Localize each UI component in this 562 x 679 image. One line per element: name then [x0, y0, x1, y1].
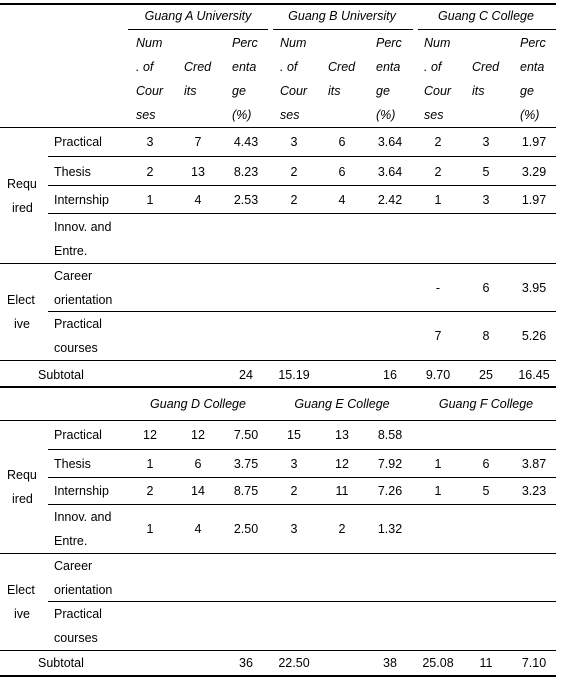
row-label: courses — [54, 631, 98, 645]
col-header-cred: Cred — [328, 60, 356, 74]
subtotal-cell: 25.08 — [422, 656, 454, 670]
table-cell: 5.26 — [521, 329, 547, 343]
subtotal-cell: 25 — [479, 368, 493, 382]
row-label: Career — [54, 559, 93, 573]
table-cell: 3.23 — [521, 484, 547, 498]
institution-header: Guang B University — [288, 9, 396, 23]
col-header-num: Num — [424, 36, 451, 50]
table-cell: 4 — [194, 522, 202, 536]
table-cell: 1 — [146, 193, 154, 207]
table-cell: 1 — [434, 484, 442, 498]
table-cell: 3.29 — [521, 165, 547, 179]
table-cell: 3 — [290, 135, 298, 149]
table-cell: 12 — [335, 457, 349, 471]
table-cell: 6 — [338, 135, 346, 149]
row-rule — [48, 185, 556, 186]
table-cell: 7.92 — [377, 457, 403, 471]
row-label: Innov. and — [54, 220, 112, 234]
table-cell: 7 — [434, 329, 442, 343]
table-cell: 1 — [434, 457, 442, 471]
row-rule — [48, 311, 556, 312]
table-cell: 6 — [338, 165, 346, 179]
inst-underline — [418, 29, 556, 30]
table-cell: 2 — [434, 165, 442, 179]
subtotal-cell: 7.10 — [521, 656, 547, 670]
col-header-num: ses — [424, 108, 444, 122]
table-cell: 2 — [290, 484, 298, 498]
row-label: Practical — [54, 607, 102, 621]
row-label: orientation — [54, 583, 113, 597]
inst-underline — [273, 29, 413, 30]
table-cell: 1 — [434, 193, 442, 207]
col-header-perc: (%) — [520, 108, 540, 122]
row-rule — [48, 477, 556, 478]
group-label-required: ired — [12, 201, 33, 215]
col-header-cred: Cred — [184, 60, 212, 74]
col-header-num: Num — [280, 36, 307, 50]
table-cell: 3 — [482, 135, 490, 149]
group-label-required: ired — [12, 492, 33, 506]
table2-header-rule — [0, 420, 556, 421]
table-cell: 3.64 — [377, 165, 403, 179]
col-header-num: Num — [136, 36, 163, 50]
table-cell: 4 — [338, 193, 346, 207]
col-header-num: . of — [280, 60, 298, 74]
subtotal-rule — [0, 360, 556, 361]
table-cell: 3.64 — [377, 135, 403, 149]
table-cell: 3.87 — [521, 457, 547, 471]
subtotal-cell: 15.19 — [278, 368, 310, 382]
table-cell: 4.43 — [233, 135, 259, 149]
group-label-elective: Elect — [7, 293, 35, 307]
row-label: courses — [54, 341, 98, 355]
row-rule — [48, 156, 556, 157]
table-cell: 3.75 — [233, 457, 259, 471]
table-cell: 5 — [482, 484, 490, 498]
institution-header: Guang C College — [438, 9, 534, 23]
table-cell: 2 — [290, 193, 298, 207]
col-header-cred: its — [472, 84, 485, 98]
col-header-cred: its — [184, 84, 197, 98]
subtotal-cell: 24 — [239, 368, 253, 382]
table-cell: - — [435, 281, 441, 295]
row-rule — [48, 213, 556, 214]
row-label: orientation — [54, 293, 113, 307]
table-cell: 3 — [290, 457, 298, 471]
col-header-perc: enta — [232, 60, 257, 74]
table-cell: 6 — [482, 281, 490, 295]
table1-header-rule — [0, 127, 556, 128]
col-header-cred: its — [328, 84, 341, 98]
row-label: Practical — [54, 428, 102, 442]
col-header-perc: (%) — [376, 108, 396, 122]
col-header-perc: Perc — [376, 36, 402, 50]
table-cell: 2 — [146, 484, 154, 498]
col-header-num: . of — [424, 60, 442, 74]
group-label-elective: ive — [14, 607, 30, 621]
table-cell: 2.50 — [233, 522, 259, 536]
table-cell: 2 — [290, 165, 298, 179]
row-rule — [48, 601, 556, 602]
col-header-num: ses — [136, 108, 156, 122]
subtotal-cell: 36 — [239, 656, 253, 670]
table-cell: 8.58 — [377, 428, 403, 442]
col-header-perc: ge — [376, 84, 390, 98]
group-label-required: Requ — [7, 468, 37, 482]
group-label-required: Requ — [7, 177, 37, 191]
row-label: Innov. and — [54, 510, 112, 524]
table-cell: 3 — [146, 135, 154, 149]
table-cell: 7.26 — [377, 484, 403, 498]
table-cell: 15 — [287, 428, 301, 442]
col-header-num: Cour — [424, 84, 452, 98]
row-label: Practical — [54, 135, 102, 149]
group-label-elective: ive — [14, 317, 30, 331]
subtotal-label: Subtotal — [38, 368, 84, 382]
col-header-perc: ge — [520, 84, 534, 98]
institution-header: Guang F College — [438, 397, 534, 411]
group-label-elective: Elect — [7, 583, 35, 597]
table-cell: 6 — [482, 457, 490, 471]
table-cell: 11 — [335, 484, 349, 498]
subtotal-cell: 9.70 — [425, 368, 451, 382]
table-cell: 2.42 — [377, 193, 403, 207]
table-cell: 1.97 — [521, 193, 547, 207]
table2-bottom-rule — [0, 675, 556, 677]
table-cell: 13 — [191, 165, 205, 179]
subtotal-cell: 22.50 — [278, 656, 310, 670]
table-cell: 2 — [434, 135, 442, 149]
table-cell: 3 — [482, 193, 490, 207]
table-cell: 1 — [146, 457, 154, 471]
table-cell: 6 — [194, 457, 202, 471]
table-cell: 7.50 — [233, 428, 259, 442]
table-cell: 3.95 — [521, 281, 547, 295]
institution-header: Guang A University — [144, 9, 252, 23]
row-label: Practical — [54, 317, 102, 331]
row-label: Entre. — [54, 534, 88, 548]
table-cell: 14 — [191, 484, 205, 498]
table-cell: 8 — [482, 329, 490, 343]
row-label: Entre. — [54, 244, 88, 258]
institution-header: Guang D College — [150, 397, 246, 411]
row-label: Thesis — [54, 165, 91, 179]
subtotal-cell: 16.45 — [518, 368, 550, 382]
col-header-num: ses — [280, 108, 300, 122]
table-cell: 2 — [146, 165, 154, 179]
table-cell: 2.53 — [233, 193, 259, 207]
subtotal-label: Subtotal — [38, 656, 84, 670]
table-cell: 1.97 — [521, 135, 547, 149]
col-header-num: Cour — [280, 84, 308, 98]
row-label: Internship — [54, 484, 109, 498]
table-cell: 4 — [194, 193, 202, 207]
col-header-num: . of — [136, 60, 154, 74]
table-cell: 2 — [338, 522, 346, 536]
col-header-perc: Perc — [520, 36, 546, 50]
table-cell: 8.23 — [233, 165, 259, 179]
inst-underline — [128, 29, 268, 30]
col-header-perc: enta — [376, 60, 401, 74]
row-rule — [48, 449, 556, 450]
col-header-perc: (%) — [232, 108, 252, 122]
table-cell: 1.32 — [377, 522, 403, 536]
col-header-perc: enta — [520, 60, 545, 74]
row-rule — [48, 504, 556, 505]
table-cell: 5 — [482, 165, 490, 179]
table-cell: 13 — [335, 428, 349, 442]
col-header-cred: Cred — [472, 60, 500, 74]
row-label: Internship — [54, 193, 109, 207]
table-cell: 12 — [191, 428, 205, 442]
table-cell: 1 — [146, 522, 154, 536]
subtotal-cell: 16 — [383, 368, 397, 382]
table-cell: 12 — [143, 428, 157, 442]
row-label: Career — [54, 269, 93, 283]
table-cell: 7 — [194, 135, 202, 149]
row-label: Thesis — [54, 457, 91, 471]
table-cell: 8.75 — [233, 484, 259, 498]
col-header-perc: Perc — [232, 36, 258, 50]
col-header-num: Cour — [136, 84, 164, 98]
subtotal-cell: 11 — [479, 656, 493, 670]
table-cell: 3 — [290, 522, 298, 536]
institution-header: Guang E College — [294, 397, 390, 411]
col-header-perc: ge — [232, 84, 246, 98]
subtotal-cell: 38 — [383, 656, 397, 670]
